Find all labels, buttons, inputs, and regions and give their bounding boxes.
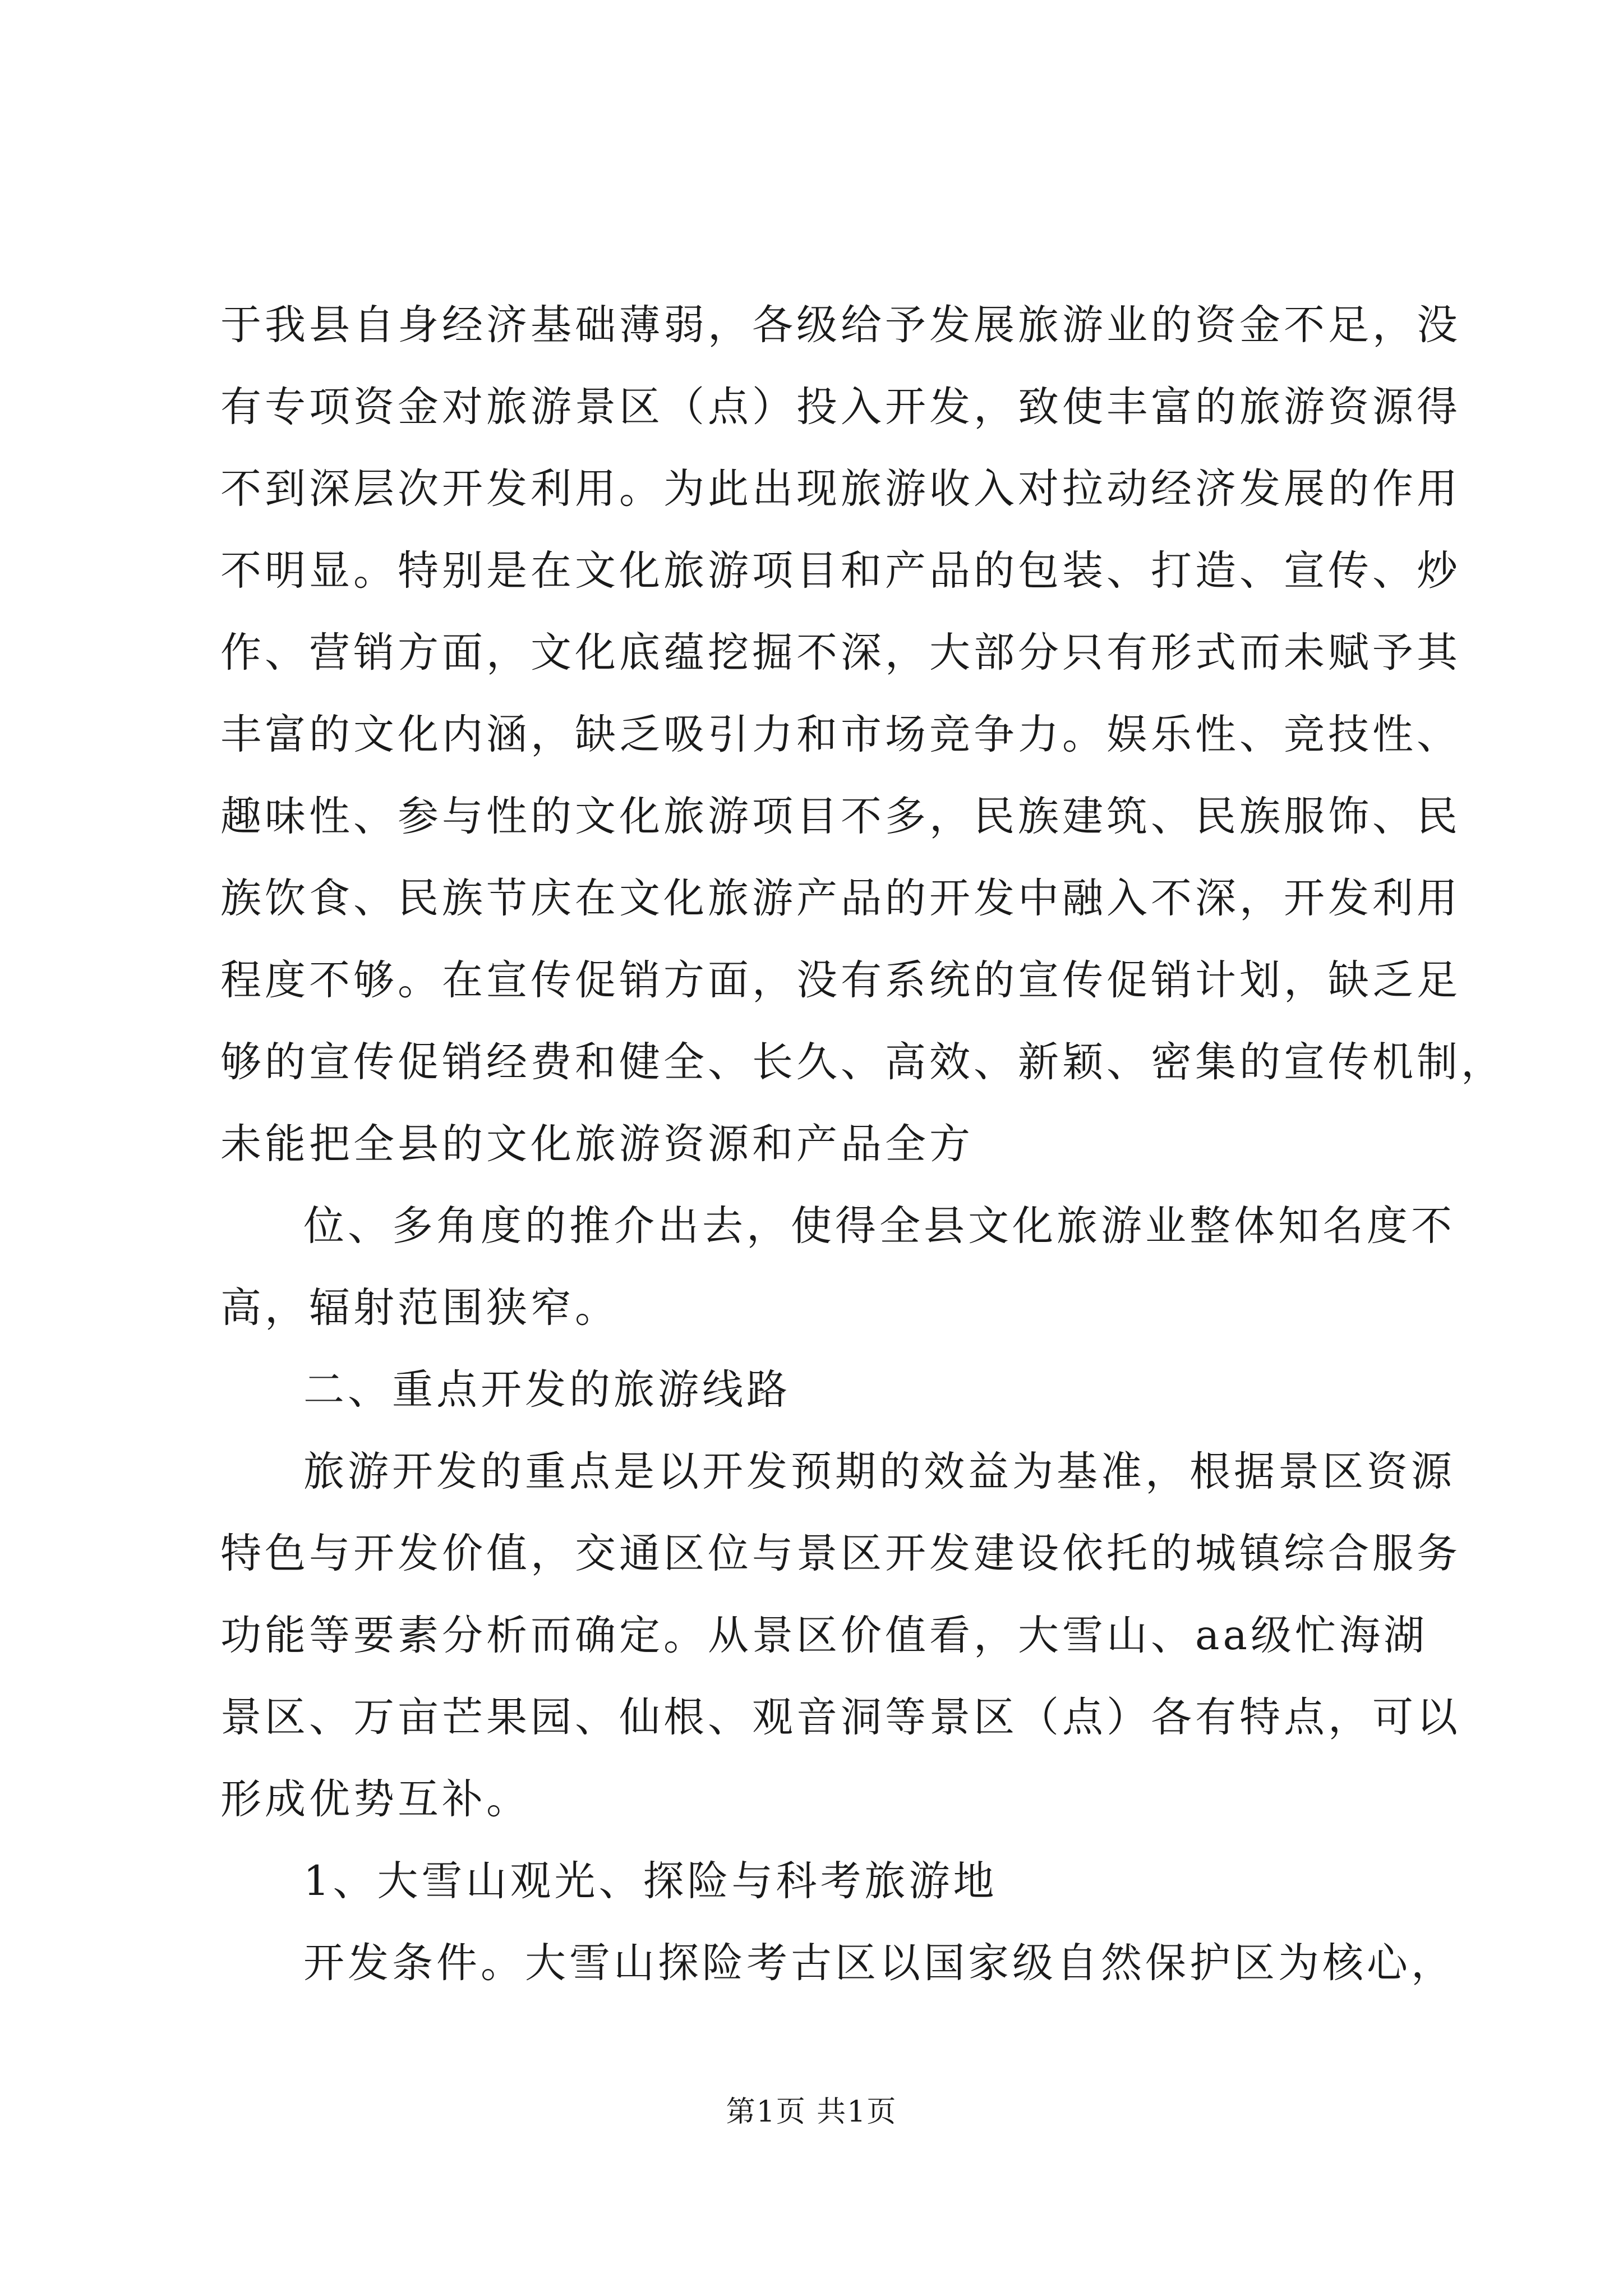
text-line: 特色与开发价值，交通区位与景区开发建设依托的城镇综合服务: [220, 1530, 1461, 1577]
text-line: 于我县自身经济基础薄弱，各级给予发展旅游业的资金不足，没: [220, 301, 1461, 349]
text-line: 够的宣传促销经费和健全、长久、高效、新颖、密集的宣传机制，: [220, 1038, 1505, 1086]
text-line: 未能把全县的文化旅游资源和产品全方: [220, 1120, 974, 1168]
text-line: 形成优势互补。: [220, 1775, 531, 1823]
text-line: 功能等要素分析而确定。从景区价值看，大雪山、aa级忙海湖: [220, 1612, 1428, 1659]
text-line: 景区、万亩芒果园、仙根、观音洞等景区（点）各有特点，可以: [220, 1694, 1461, 1741]
text-line: 旅游开发的重点是以开发预期的效益为基准，根据景区资源: [303, 1448, 1455, 1496]
text-line: 开发条件。大雪山探险考古区以国家级自然保护区为核心，: [303, 1939, 1455, 1987]
text-line: 族饮食、民族节庆在文化旅游产品的开发中融入不深，开发利用: [220, 875, 1461, 922]
text-line: 趣味性、参与性的文化旅游项目不多，民族建筑、民族服饰、民: [220, 793, 1461, 840]
text-line: 不明显。特别是在文化旅游项目和产品的包装、打造、宣传、炒: [220, 547, 1461, 595]
text-line: 高，辐射范围狭窄。: [220, 1284, 619, 1332]
page-footer: 第1页 共1页: [726, 2095, 897, 2129]
text-line: 不到深层次开发利用。为此出现旅游收入对拉动经济发展的作用: [220, 465, 1461, 513]
section-heading: 二、重点开发的旅游线路: [303, 1366, 791, 1414]
subsection-heading: 1、大雪山观光、探险与科考旅游地: [303, 1857, 998, 1905]
text-line: 有专项资金对旅游景区（点）投入开发，致使丰富的旅游资源得: [220, 383, 1461, 431]
text-line: 丰富的文化内涵，缺乏吸引力和市场竞争力。娱乐性、竞技性、: [220, 711, 1461, 758]
text-line: 作、营销方面，文化底蕴挖掘不深，大部分只有形式而未赋予其: [220, 629, 1461, 677]
text-line: 位、多角度的推介出去，使得全县文化旅游业整体知名度不: [303, 1202, 1455, 1250]
text-line: 程度不够。在宣传促销方面，没有系统的宣传促销计划，缺乏足: [220, 956, 1461, 1004]
